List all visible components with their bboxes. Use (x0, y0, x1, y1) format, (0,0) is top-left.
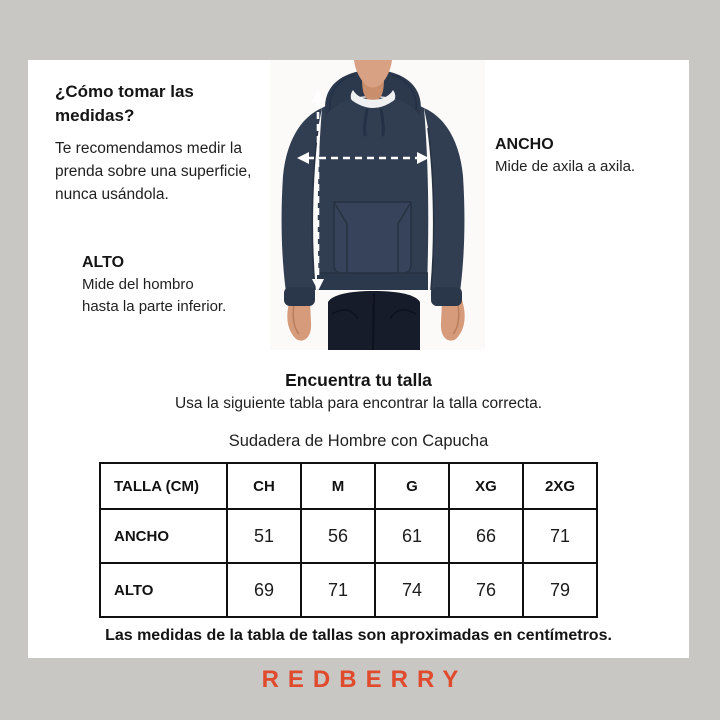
row-label: ANCHO (100, 509, 227, 563)
cell-value: 76 (449, 563, 523, 617)
table-row-alto (100, 563, 597, 617)
model-photo (270, 60, 485, 350)
cell-value: 71 (301, 563, 375, 617)
alto-title: ALTO (82, 254, 125, 271)
cell-value: 71 (523, 509, 597, 563)
cell-value: 74 (375, 563, 449, 617)
measurements-footnote: Las medidas de la tabla de tallas son aproximadas en centímetros. (105, 627, 612, 644)
hoodie (282, 98, 465, 307)
header-ch: CH (227, 463, 301, 509)
how-to-section (55, 80, 267, 206)
cell-value: 51 (227, 509, 301, 563)
table-header-row (100, 463, 597, 509)
cell-value: 66 (449, 509, 523, 563)
jeans (328, 291, 420, 350)
table-caption: Sudadera de Hombre con Capucha (228, 432, 489, 450)
cell-value: 69 (227, 563, 301, 617)
header-m: M (301, 463, 375, 509)
cell-value: 56 (301, 509, 375, 563)
header-talla: TALLA (CM) (100, 463, 227, 509)
ancho-callout (495, 134, 685, 178)
size-finder-title: Encuentra tu talla (285, 370, 432, 390)
alto-description: Mide del hombro hasta la parte inferior. (82, 276, 227, 315)
how-to-body: Te recomendamos medir la prenda sobre una superficie, nunca usándola. (55, 140, 252, 203)
ancho-description: Mide de axila a axila. (495, 158, 636, 175)
alto-callout (82, 252, 234, 318)
size-guide-card (28, 60, 689, 658)
header-xg: XG (449, 463, 523, 509)
how-to-title: ¿Cómo tomar las medidas? (55, 82, 194, 125)
right-cuff (431, 287, 462, 306)
size-finder-subtitle: Usa la siguiente tabla para encontrar la talla correcta. (174, 395, 543, 412)
size-table (99, 462, 598, 618)
cell-value: 79 (523, 563, 597, 617)
kangaroo-pocket (334, 202, 411, 273)
brand-logo: REDBERRY (261, 666, 468, 693)
ancho-title: ANCHO (495, 136, 554, 153)
header-2xg: 2XG (523, 463, 597, 509)
left-cuff (284, 287, 315, 306)
row-label: ALTO (100, 563, 227, 617)
hem-band (317, 273, 428, 290)
cell-value: 61 (375, 509, 449, 563)
header-g: G (375, 463, 449, 509)
size-finder-section (28, 368, 689, 416)
table-row-ancho (100, 509, 597, 563)
